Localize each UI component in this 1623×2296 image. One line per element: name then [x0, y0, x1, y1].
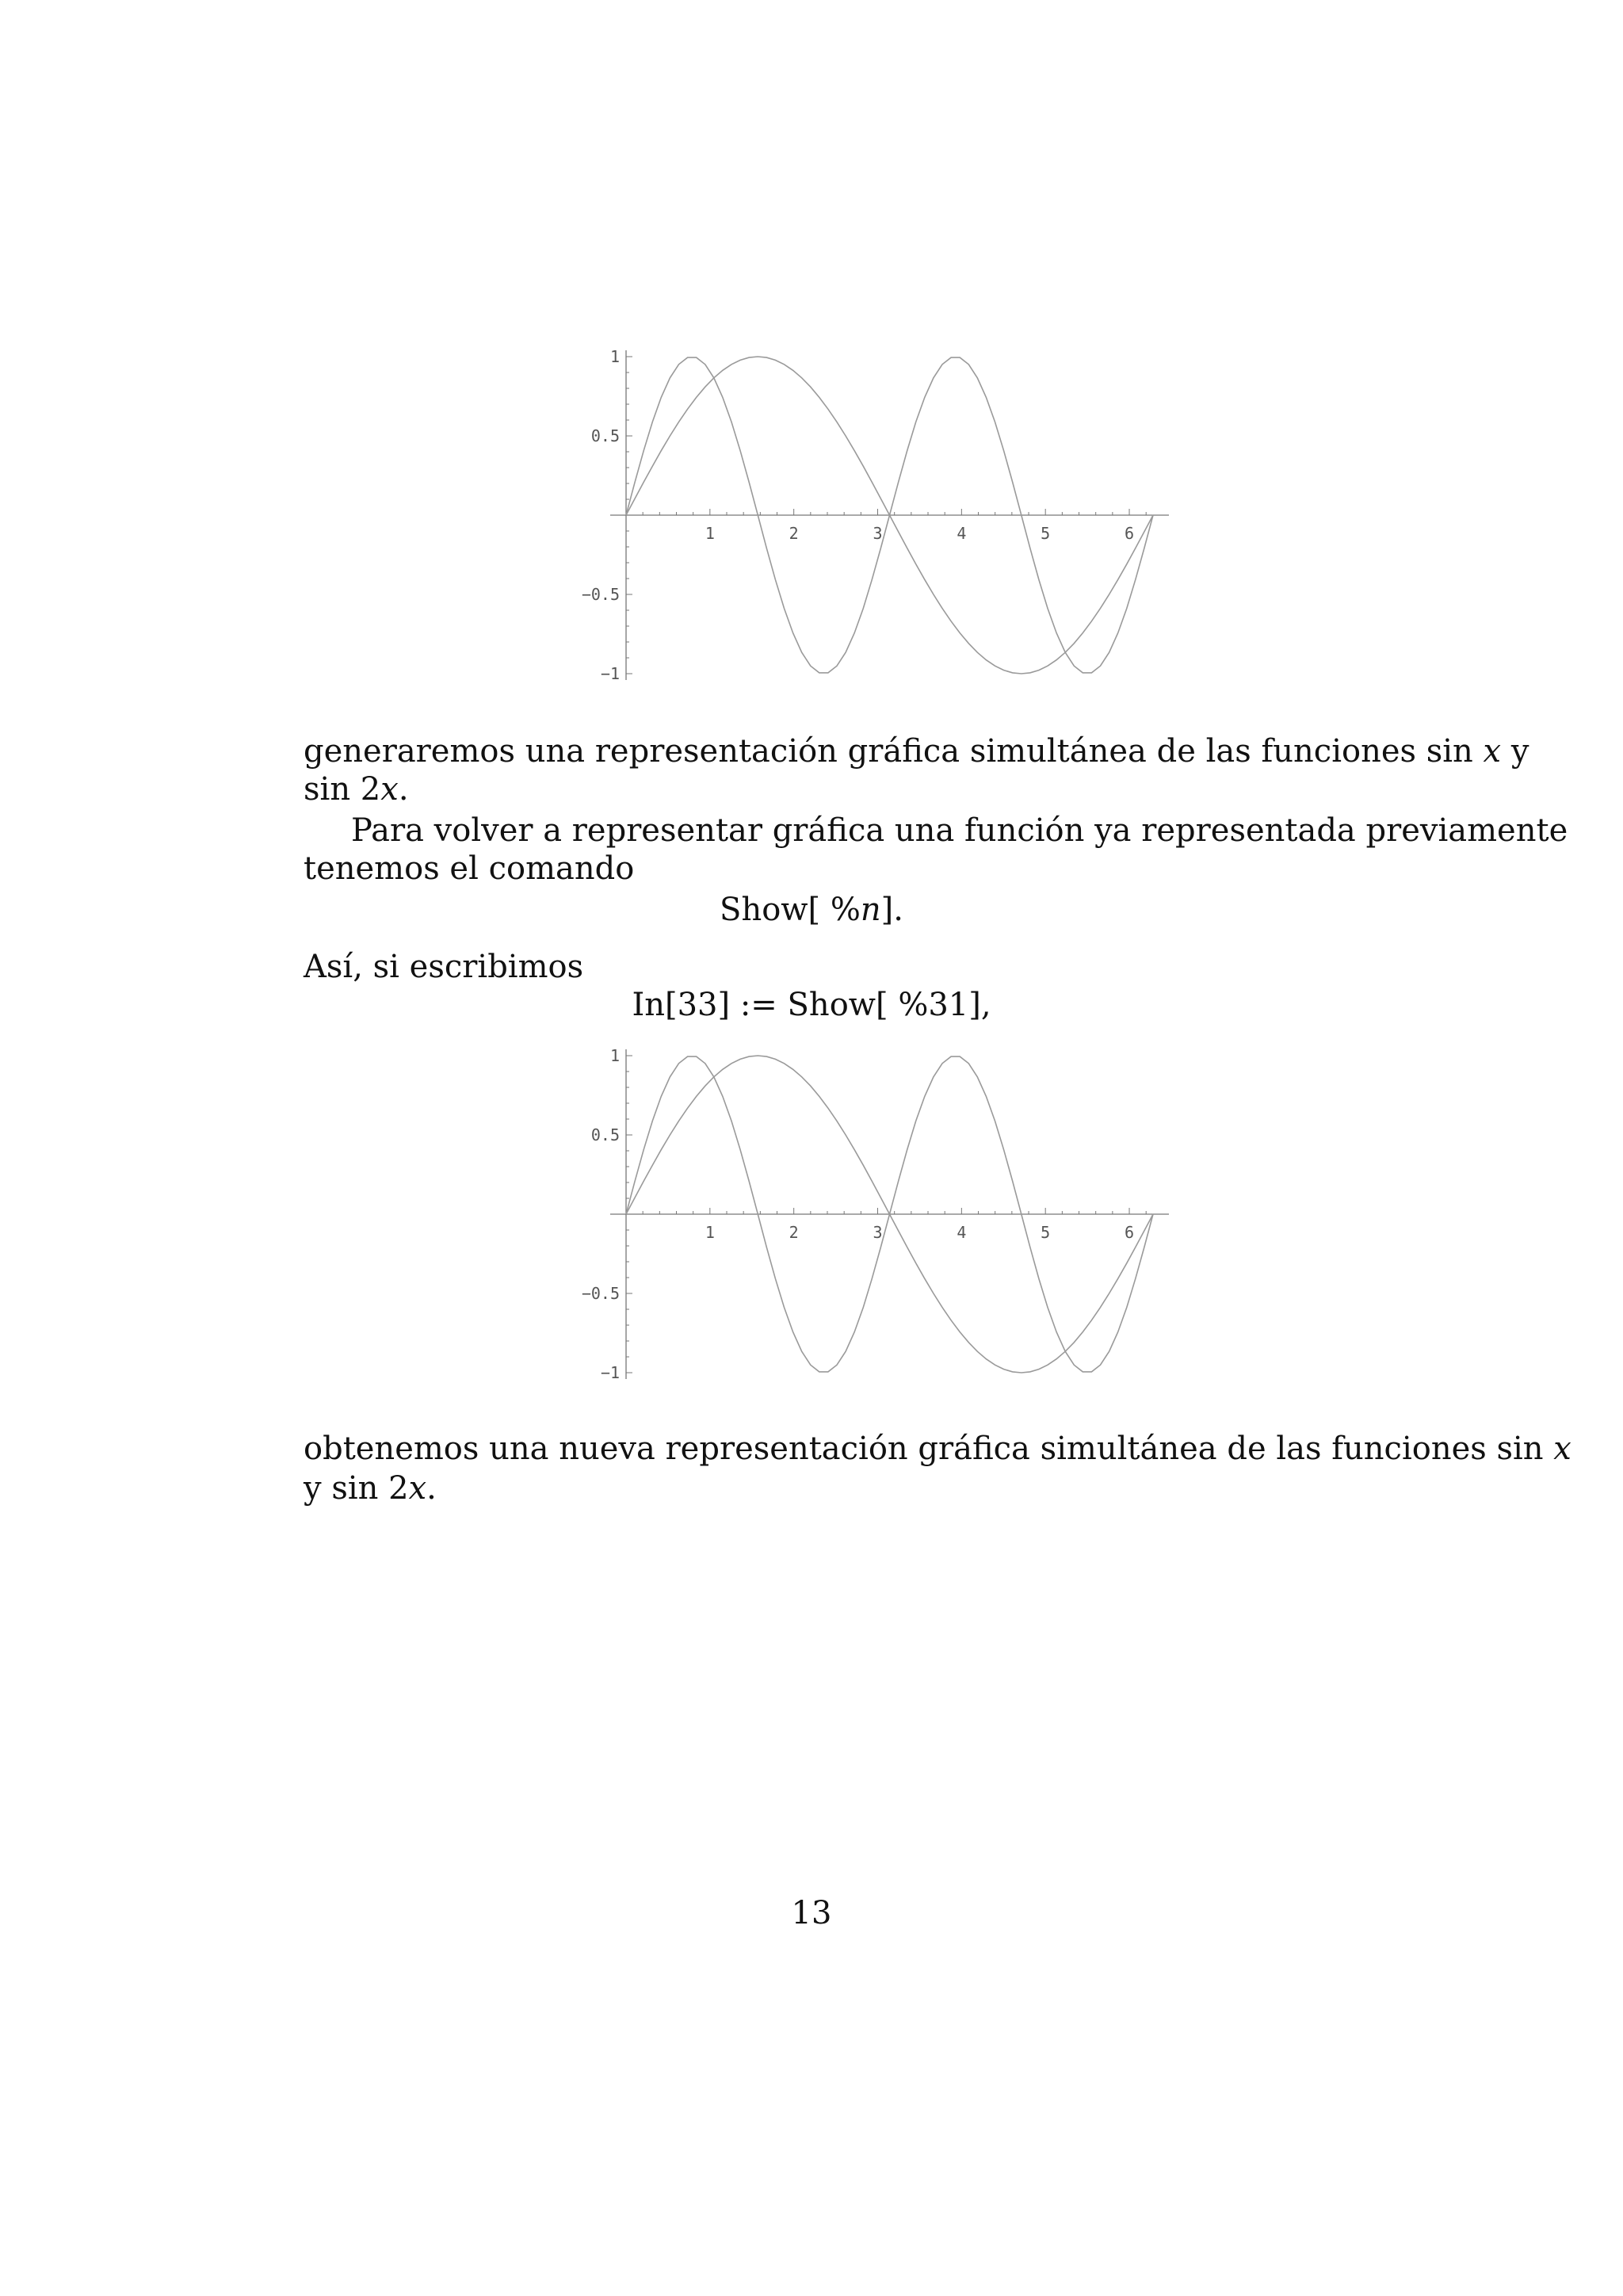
paragraph-3: Así, si escribimos	[304, 949, 584, 985]
x-tick-label: 1	[705, 1223, 715, 1242]
math-var: x	[408, 1470, 427, 1507]
x-tick-label: 6	[1125, 1223, 1135, 1242]
y-tick-label: −1	[600, 1363, 620, 1382]
math-var: n	[860, 892, 881, 928]
x-tick-label: 5	[1041, 524, 1051, 543]
x-tick-label: 2	[789, 524, 799, 543]
x-tick-label: 6	[1125, 524, 1135, 543]
plot-sin-bottom	[555, 1040, 1189, 1389]
y-tick-label: 0.5	[590, 426, 620, 445]
paragraph-2-line-1: Para volver a representar gráfica una función ya representada previamente	[351, 812, 1568, 849]
paragraph-4-line-1	[304, 1428, 1571, 1469]
y-tick-label: −0.5	[581, 1284, 620, 1303]
y-tick-label: 0.5	[590, 1125, 620, 1144]
plot-svg	[555, 341, 1189, 690]
math-var: x	[1483, 733, 1502, 770]
text-span: .	[426, 1470, 437, 1507]
text-span: ].	[880, 892, 903, 928]
x-tick-label: 1	[705, 524, 715, 543]
y-tick-label: −1	[600, 664, 620, 683]
text-span: .	[398, 771, 409, 808]
text-span: Show[ %	[720, 892, 861, 928]
command-show-n	[0, 889, 1623, 930]
paragraph-2-line-2: tenemos el comando	[304, 850, 635, 887]
x-tick-label: 4	[957, 1223, 967, 1242]
x-tick-label: 4	[957, 524, 967, 543]
y-tick-label: 1	[609, 347, 620, 366]
y-tick-label: 1	[609, 1046, 620, 1065]
text-span: generaremos una representación gráfica simultánea de las funciones sin	[304, 733, 1484, 770]
math-var: x	[380, 771, 399, 808]
text-span: y sin 2	[304, 1470, 409, 1507]
page-number: 13	[791, 1895, 832, 1931]
text-span: obtenemos una nueva representación gráfica simultánea de las funciones sin	[304, 1431, 1554, 1467]
plot-svg	[555, 1040, 1189, 1389]
x-tick-label: 2	[789, 1223, 799, 1242]
x-tick-label: 3	[873, 524, 883, 543]
math-var: x	[1553, 1431, 1571, 1467]
x-tick-label: 3	[873, 1223, 883, 1242]
paragraph-1-line-2	[304, 769, 409, 810]
paragraph-1-line-1	[304, 731, 1529, 772]
x-tick-label: 5	[1041, 1223, 1051, 1242]
text-span: y	[1501, 733, 1529, 770]
y-tick-label: −0.5	[581, 585, 620, 604]
text-span: sin 2	[304, 771, 381, 808]
command-in33: In[33] := Show[ %31],	[632, 987, 991, 1023]
paragraph-4-line-2	[304, 1468, 437, 1509]
plot-sin-top	[555, 341, 1189, 690]
